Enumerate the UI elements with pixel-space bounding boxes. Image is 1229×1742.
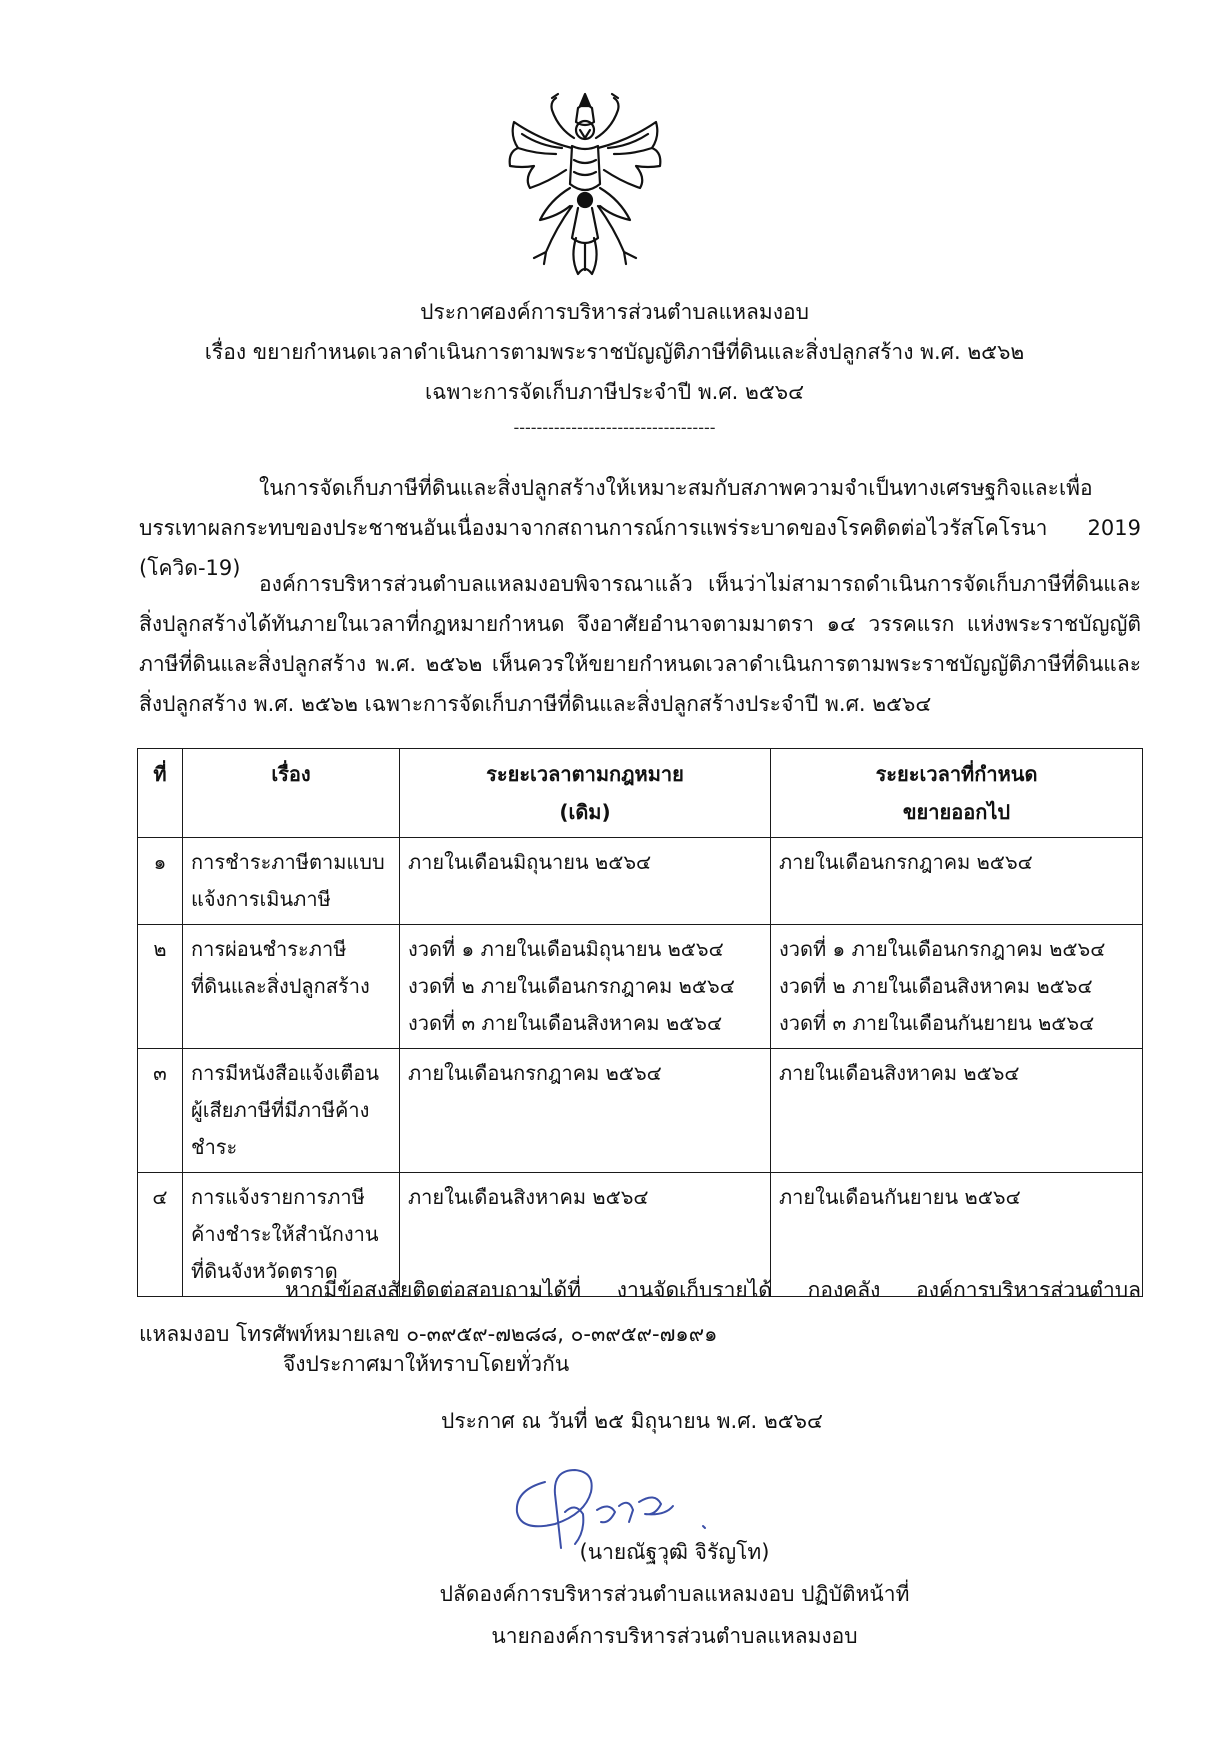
- table-row: [138, 925, 1143, 1049]
- announcement-date: ประกาศ ณ วันที่ ๒๕ มิถุนายน พ.ศ. ๒๕๖๔: [441, 1409, 823, 1433]
- signer-position-line1: ปลัดองค์การบริหารส่วนตำบลแหลมงอบ ปฏิบัติหน้าที่: [439, 1582, 910, 1606]
- row-original-line: ภายในเดือนสิงหาคม ๒๕๖๔: [408, 1185, 649, 1209]
- schedule-table: [137, 748, 1143, 1297]
- row-original: [400, 1049, 771, 1173]
- announcement-title: ประกาศองค์การบริหารส่วนตำบลแหลมงอบ: [420, 300, 809, 324]
- row-original: [400, 925, 771, 1049]
- row-extended-line: งวดที่ ๓ ภายในเดือนกันยายน ๒๕๖๔: [779, 1011, 1095, 1035]
- contact-text: หากมีข้อสงสัยติดต่อสอบถามได้ที่ งานจัดเก็บรายได้ กองคลัง องค์การบริหารส่วนตำบลแหลมงอบ โทรศัพท์หมายเลข ๐-๓๙๕๙-๗๒๘๘, ๐-๓๙๕๙-๗๑๙๑: [139, 1278, 1141, 1346]
- row-subject-line: ที่ดินจังหวัดตราด: [191, 1259, 338, 1283]
- row-original-line: งวดที่ ๒ ภายในเดือนกรกฎาคม ๒๕๖๔: [408, 974, 735, 998]
- separator-rule: -----------------------------------: [513, 418, 716, 437]
- row-extended-line: ภายในเดือนกรกฎาคม ๒๕๖๔: [779, 850, 1033, 874]
- row-no: ๔: [138, 1173, 183, 1297]
- row-original-line: งวดที่ ๑ ภายในเดือนมิถุนายน ๒๕๖๔: [408, 937, 724, 961]
- row-subject: [183, 925, 400, 1049]
- row-original: [400, 838, 771, 925]
- row-original-line: งวดที่ ๓ ภายในเดือนสิงหาคม ๒๕๖๔: [408, 1011, 723, 1035]
- row-extended-line: งวดที่ ๒ ภายในเดือนสิงหาคม ๒๕๖๔: [779, 974, 1093, 998]
- row-no: ๒: [138, 925, 183, 1049]
- row-subject-line: แจ้งการเมินภาษี: [191, 887, 331, 911]
- header-extended-period: [771, 749, 1143, 838]
- signer-position-line2: นายกองค์การบริหารส่วนตำบลแหลมงอบ: [491, 1624, 858, 1648]
- header-extended-line1: ระยะเวลาที่กำหนด: [875, 762, 1038, 786]
- row-subject-line: ผู้เสียภาษีที่มีภาษีค้าง: [191, 1098, 370, 1122]
- row-subject-line: ที่ดินและสิ่งปลูกสร้าง: [191, 974, 370, 998]
- row-subject-line: ชำระ: [191, 1135, 238, 1159]
- announcement-subject: เรื่อง ขยายกำหนดเวลาดำเนินการตามพระราชบัญญัติภาษีที่ดินและสิ่งปลูกสร้าง พ.ศ. ๒๕๖๒: [204, 340, 1025, 364]
- row-subject-line: ค้างชำระให้สำนักงาน: [191, 1222, 379, 1246]
- row-no: ๑: [138, 838, 183, 925]
- contact-paragraph: [139, 1268, 1141, 1356]
- announcement-subject-line2: เฉพาะการจัดเก็บภาษีประจำปี พ.ศ. ๒๕๖๔: [425, 380, 804, 404]
- row-extended: [771, 838, 1143, 925]
- header-original-line2: (เดิม): [559, 800, 611, 824]
- closing-statement: จึงประกาศมาให้ทราบโดยทั่วกัน: [283, 1352, 570, 1376]
- decision-paragraph: [139, 564, 1141, 724]
- garuda-emblem-icon: [500, 88, 670, 280]
- header-extended-line2: ขยายออกไป: [902, 800, 1011, 824]
- row-subject: [183, 838, 400, 925]
- row-subject-line: การแจ้งรายการภาษี: [191, 1185, 365, 1209]
- header-original-period: [400, 749, 771, 838]
- row-no: ๓: [138, 1049, 183, 1173]
- row-extended-line: ภายในเดือนสิงหาคม ๒๕๖๔: [779, 1061, 1020, 1085]
- row-subject: [183, 1049, 400, 1173]
- row-extended-line: งวดที่ ๑ ภายในเดือนกรกฎาคม ๒๕๖๔: [779, 937, 1106, 961]
- intro-paragraph-text: ในการจัดเก็บภาษีที่ดินและสิ่งปลูกสร้างให้เหมาะสมกับสภาพความจำเป็นทางเศรษฐกิจและเพื่อบรรเทาผลกระทบของประชาชนอันเนื่องมาจากสถานการณ์การแพร่ระบาดของโรคติดต่อไวรัสโคโรนา 2019 (โควิด-19): [139, 476, 1141, 580]
- row-original-line: ภายในเดือนกรกฎาคม ๒๕๖๔: [408, 1061, 662, 1085]
- row-extended: [771, 1049, 1143, 1173]
- signer-name: (นายณัฐวุฒิ จิรัญโท): [579, 1540, 770, 1564]
- header-subject: เรื่อง: [183, 749, 400, 838]
- decision-paragraph-text: องค์การบริหารส่วนตำบลแหลมงอบพิจารณาแล้ว เห็นว่าไม่สามารถดำเนินการจัดเก็บภาษีที่ดินและสิ่งปลูกสร้างได้ทันภายในเวลาที่กฎหมายกำหนด จึงอาศัยอำนาจตามมาตรา ๑๔ วรรคแรก แห่งพระราชบัญญัติภาษีที่ดินและสิ่งปลูกสร้าง พ.ศ. ๒๕๖๒ เห็นควรให้ขยายกำหนดเวลาดำเนินการตามพระราชบัญญัติภาษีที่ดินและสิ่งปลูกสร้าง พ.ศ. ๒๕๖๒ เฉพาะการจัดเก็บภาษีที่ดินและสิ่งปลูกสร้างประจำปี พ.ศ. ๒๕๖๔: [139, 572, 1141, 716]
- row-extended-line: ภายในเดือนกันยายน ๒๕๖๔: [779, 1185, 1021, 1209]
- table-row: [138, 1049, 1143, 1173]
- row-extended: [771, 925, 1143, 1049]
- row-subject-line: การชำระภาษีตามแบบ: [191, 850, 385, 874]
- row-subject-line: การมีหนังสือแจ้งเตือน: [191, 1061, 379, 1085]
- row-original-line: ภายในเดือนมิถุนายน ๒๕๖๔: [408, 850, 652, 874]
- row-subject-line: การผ่อนชำระภาษี: [191, 937, 347, 961]
- table-header-row: [138, 749, 1143, 838]
- table-row: [138, 838, 1143, 925]
- header-original-line1: ระยะเวลาตามกฎหมาย: [486, 762, 684, 786]
- header-no: ที่: [138, 749, 183, 838]
